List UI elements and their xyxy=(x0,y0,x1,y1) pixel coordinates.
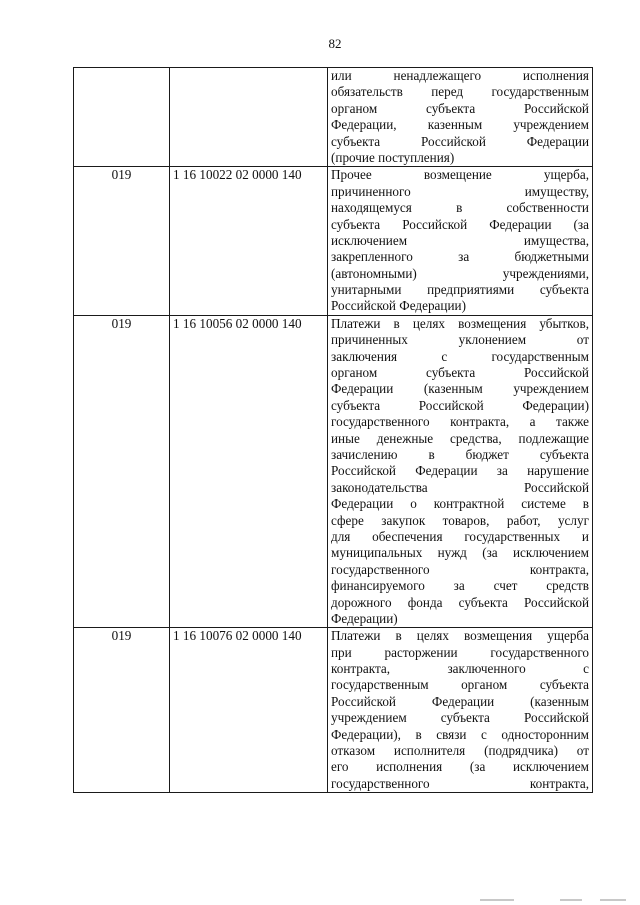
description-line: при расторжении государственного xyxy=(331,644,589,660)
description-line: муниципальных нужд (за исключением xyxy=(331,545,589,561)
administrator-code-cell: 019 xyxy=(74,315,170,627)
description-line: дорожного фонда субъекта Российской xyxy=(331,594,589,610)
budget-classification-code-cell xyxy=(170,68,328,167)
description-line: унитарными предприятиями субъекта xyxy=(331,282,589,298)
description-line: исключением имущества, xyxy=(331,232,589,248)
description-line: субъекта Российской Федерации) xyxy=(331,397,589,413)
description-line: для обеспечения государственных и xyxy=(331,528,589,544)
budget-classification-code-cell: 1 16 10056 02 0000 140 xyxy=(170,315,328,627)
description-line: субъекта Российской Федерации (за xyxy=(331,216,589,232)
description-line: законодательства Российской xyxy=(331,479,589,495)
description-line: Прочее возмещение ущерба, xyxy=(331,167,589,183)
description-line: финансируемого за счет средств xyxy=(331,578,589,594)
description-line: Российской Федерации) xyxy=(331,298,466,314)
description-line: (автономными) учреждениями, xyxy=(331,265,589,281)
description-line: или ненадлежащего исполнения xyxy=(331,68,589,83)
description-line: закрепленного за бюджетными xyxy=(331,249,589,265)
revenue-description-cell xyxy=(328,167,593,316)
description-line: отказом исполнителя (подрядчика) от xyxy=(331,743,589,759)
description-line: заключения с государственным xyxy=(331,348,589,364)
revenue-description-cell xyxy=(328,68,593,167)
description-line: учреждением субъекта Российской xyxy=(331,710,589,726)
description-line: Федерации), в связи с односторонним xyxy=(331,726,589,742)
budget-classification-code-cell: 1 16 10076 02 0000 140 xyxy=(170,628,328,793)
description-line: обязательств перед государственным xyxy=(331,84,589,100)
description-line: иные денежные средства, подлежащие xyxy=(331,430,589,446)
description-line: государственного контракта, а также xyxy=(331,414,589,430)
description-line: (прочие поступления) xyxy=(331,149,455,165)
description-line: его исполнения (за исключением xyxy=(331,759,589,775)
description-line: государственного контракта, xyxy=(331,561,589,577)
description-line: государственного контракта, xyxy=(331,775,589,791)
description-line: Федерации, казенным учреждением xyxy=(331,117,589,133)
table-row xyxy=(74,167,593,316)
administrator-code-cell: 019 xyxy=(74,167,170,316)
description-line: причиненного имуществу, xyxy=(331,183,589,199)
revenue-description-cell xyxy=(328,315,593,627)
page-number: 82 xyxy=(328,36,342,51)
revenue-codes-table xyxy=(73,67,593,793)
scan-smudge xyxy=(480,899,514,901)
table-row xyxy=(74,628,593,793)
revenue-description-cell xyxy=(328,628,593,793)
description-line: Российской Федерации за нарушение xyxy=(331,463,589,479)
description-line: субъекта Российской Федерации xyxy=(331,133,589,149)
description-line: находящемуся в собственности xyxy=(331,200,589,216)
description-line: зачислению в бюджет субъекта xyxy=(331,446,589,462)
budget-classification-code-cell: 1 16 10022 02 0000 140 xyxy=(170,167,328,316)
administrator-code-cell: 019 xyxy=(74,628,170,793)
description-line: Российской Федерации (казенным xyxy=(331,693,589,709)
table-row xyxy=(74,315,593,627)
description-line: органом субъекта Российской xyxy=(331,100,589,116)
scan-smudge xyxy=(600,899,626,901)
table-body xyxy=(74,68,593,793)
description-line: Федерации (казенным учреждением xyxy=(331,381,589,397)
description-line: Федерации о контрактной системе в xyxy=(331,496,589,512)
description-line: Федерации) xyxy=(331,610,398,626)
description-line: сфере закупок товаров, работ, услуг xyxy=(331,512,589,528)
description-line: органом субъекта Российской xyxy=(331,365,589,381)
description-line: государственным органом субъекта xyxy=(331,677,589,693)
administrator-code-cell xyxy=(74,68,170,167)
description-line: Платежи в целях возмещения ущерба xyxy=(331,628,589,644)
description-line: Платежи в целях возмещения убытков, xyxy=(331,315,589,331)
table-row xyxy=(74,68,593,167)
description-line: контракта, заключенного с xyxy=(331,661,589,677)
scan-smudge xyxy=(560,899,582,901)
description-line: причиненных уклонением от xyxy=(331,332,589,348)
